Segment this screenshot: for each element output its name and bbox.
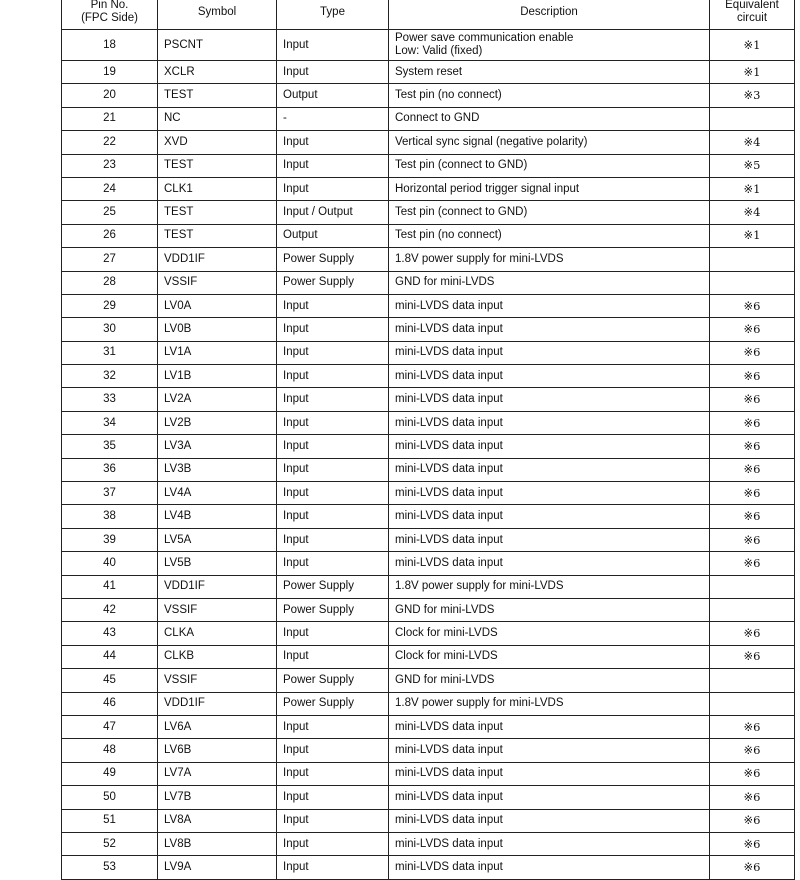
type-cell: Input	[277, 458, 389, 481]
table-row	[62, 786, 795, 809]
table-row	[62, 201, 795, 224]
symbol-cell: VSSIF	[158, 271, 277, 294]
header-circuit-line1: Equivalent	[725, 0, 779, 11]
equivalent-circuit-cell: ※1	[710, 61, 795, 84]
symbol-cell: LV2B	[158, 411, 277, 434]
description-cell: mini-LVDS data input	[389, 856, 710, 879]
description-cell: Test pin (connect to GND)	[389, 201, 710, 224]
symbol-cell: LV1A	[158, 341, 277, 364]
type-cell: Input	[277, 505, 389, 528]
description-cell: mini-LVDS data input	[389, 505, 710, 528]
type-cell: Power Supply	[277, 598, 389, 621]
header-pin-no-line2: (FPC Side)	[81, 12, 138, 24]
symbol-cell: VSSIF	[158, 669, 277, 692]
header-pin-no	[62, 0, 158, 30]
symbol-cell: CLKB	[158, 645, 277, 668]
pin-cell: 34	[62, 411, 158, 434]
description-cell: mini-LVDS data input	[389, 762, 710, 785]
pin-cell: 39	[62, 528, 158, 551]
symbol-cell: LV8B	[158, 832, 277, 855]
description-cell: mini-LVDS data input	[389, 435, 710, 458]
description-cell: Test pin (connect to GND)	[389, 154, 710, 177]
equivalent-circuit-cell: ※6	[710, 528, 795, 551]
pin-cell: 43	[62, 622, 158, 645]
description-cell: Test pin (no connect)	[389, 84, 710, 107]
description-cell: System reset	[389, 61, 710, 84]
pin-cell: 19	[62, 61, 158, 84]
type-cell: Input	[277, 177, 389, 200]
equivalent-circuit-cell: ※6	[710, 435, 795, 458]
equivalent-circuit-cell: ※6	[710, 856, 795, 879]
pin-cell: 25	[62, 201, 158, 224]
symbol-cell: LV7B	[158, 786, 277, 809]
pin-cell: 52	[62, 832, 158, 855]
description-cell: 1.8V power supply for mini-LVDS	[389, 248, 710, 271]
pin-table-body	[62, 30, 795, 880]
equivalent-circuit-cell: ※1	[710, 30, 795, 61]
symbol-cell: LV6B	[158, 739, 277, 762]
type-cell: Input	[277, 341, 389, 364]
type-cell: Power Supply	[277, 669, 389, 692]
table-row	[62, 411, 795, 434]
type-cell: Input	[277, 645, 389, 668]
equivalent-circuit-cell: ※4	[710, 131, 795, 154]
symbol-cell: VDD1IF	[158, 575, 277, 598]
description-cell: mini-LVDS data input	[389, 341, 710, 364]
description-cell: Test pin (no connect)	[389, 224, 710, 247]
pin-cell: 45	[62, 669, 158, 692]
description-cell: mini-LVDS data input	[389, 294, 710, 317]
table-row	[62, 84, 795, 107]
table-row	[62, 645, 795, 668]
symbol-cell: TEST	[158, 154, 277, 177]
equivalent-circuit-cell: ※6	[710, 365, 795, 388]
pin-cell: 22	[62, 131, 158, 154]
symbol-cell: CLKA	[158, 622, 277, 645]
description-cell	[389, 30, 710, 61]
equivalent-circuit-cell: ※5	[710, 154, 795, 177]
equivalent-circuit-cell: ※6	[710, 411, 795, 434]
equivalent-circuit-cell: ※6	[710, 318, 795, 341]
symbol-cell: LV4A	[158, 482, 277, 505]
equivalent-circuit-cell: ※3	[710, 84, 795, 107]
header-pin-no-line1: Pin No.	[90, 0, 129, 11]
description-line: Low: Valid (fixed)	[395, 45, 483, 57]
table-row	[62, 458, 795, 481]
pin-cell: 36	[62, 458, 158, 481]
description-cell: mini-LVDS data input	[389, 715, 710, 738]
table-row	[62, 552, 795, 575]
symbol-cell: LV6A	[158, 715, 277, 738]
table-row	[62, 388, 795, 411]
pin-cell: 46	[62, 692, 158, 715]
table-row	[62, 61, 795, 84]
symbol-cell: LV4B	[158, 505, 277, 528]
pin-cell: 48	[62, 739, 158, 762]
type-cell: Input	[277, 482, 389, 505]
equivalent-circuit-cell	[710, 575, 795, 598]
symbol-cell: LV9A	[158, 856, 277, 879]
symbol-cell: LV1B	[158, 365, 277, 388]
pin-cell: 21	[62, 107, 158, 130]
description-cell: 1.8V power supply for mini-LVDS	[389, 692, 710, 715]
equivalent-circuit-cell: ※6	[710, 505, 795, 528]
table-row	[62, 622, 795, 645]
type-cell: Input	[277, 435, 389, 458]
type-cell: Input	[277, 318, 389, 341]
pin-table	[61, 0, 795, 880]
description-cell: mini-LVDS data input	[389, 318, 710, 341]
table-row	[62, 528, 795, 551]
type-cell: Input	[277, 552, 389, 575]
symbol-cell: TEST	[158, 84, 277, 107]
type-cell: Input	[277, 856, 389, 879]
type-cell: Input	[277, 154, 389, 177]
equivalent-circuit-cell	[710, 107, 795, 130]
equivalent-circuit-cell	[710, 669, 795, 692]
table-row	[62, 598, 795, 621]
table-row	[62, 365, 795, 388]
table-row	[62, 715, 795, 738]
type-cell: Input	[277, 411, 389, 434]
description-cell: Connect to GND	[389, 107, 710, 130]
description-cell: GND for mini-LVDS	[389, 669, 710, 692]
header-type: Type	[277, 0, 389, 30]
description-cell: GND for mini-LVDS	[389, 271, 710, 294]
pin-cell: 42	[62, 598, 158, 621]
type-cell: Power Supply	[277, 692, 389, 715]
type-cell: Input	[277, 786, 389, 809]
table-row	[62, 271, 795, 294]
table-row	[62, 832, 795, 855]
symbol-cell: LV7A	[158, 762, 277, 785]
type-cell: -	[277, 107, 389, 130]
pin-cell: 44	[62, 645, 158, 668]
type-cell: Input	[277, 739, 389, 762]
symbol-cell: VDD1IF	[158, 692, 277, 715]
description-cell: 1.8V power supply for mini-LVDS	[389, 575, 710, 598]
table-row	[62, 131, 795, 154]
table-row	[62, 762, 795, 785]
type-cell: Input	[277, 762, 389, 785]
table-row	[62, 482, 795, 505]
pin-cell: 23	[62, 154, 158, 177]
equivalent-circuit-cell: ※6	[710, 622, 795, 645]
table-row	[62, 575, 795, 598]
type-cell: Power Supply	[277, 248, 389, 271]
equivalent-circuit-cell: ※6	[710, 482, 795, 505]
symbol-cell: LV0A	[158, 294, 277, 317]
table-row	[62, 224, 795, 247]
pin-cell: 27	[62, 248, 158, 271]
description-cell: Clock for mini-LVDS	[389, 645, 710, 668]
equivalent-circuit-cell	[710, 692, 795, 715]
symbol-cell: PSCNT	[158, 30, 277, 61]
table-row	[62, 177, 795, 200]
table-row	[62, 154, 795, 177]
description-cell: mini-LVDS data input	[389, 832, 710, 855]
table-row	[62, 107, 795, 130]
pin-cell: 53	[62, 856, 158, 879]
symbol-cell: LV5A	[158, 528, 277, 551]
pin-cell: 49	[62, 762, 158, 785]
equivalent-circuit-cell: ※6	[710, 809, 795, 832]
table-row	[62, 692, 795, 715]
type-cell: Input	[277, 832, 389, 855]
pin-cell: 37	[62, 482, 158, 505]
description-cell: Vertical sync signal (negative polarity)	[389, 131, 710, 154]
table-row	[62, 294, 795, 317]
type-cell: Power Supply	[277, 271, 389, 294]
description-cell: mini-LVDS data input	[389, 809, 710, 832]
pin-cell: 32	[62, 365, 158, 388]
pin-cell: 47	[62, 715, 158, 738]
symbol-cell: LV2A	[158, 388, 277, 411]
pin-cell: 30	[62, 318, 158, 341]
type-cell: Input / Output	[277, 201, 389, 224]
pin-cell: 35	[62, 435, 158, 458]
description-cell: mini-LVDS data input	[389, 411, 710, 434]
equivalent-circuit-cell: ※6	[710, 832, 795, 855]
pin-cell: 24	[62, 177, 158, 200]
equivalent-circuit-cell	[710, 598, 795, 621]
symbol-cell: LV3A	[158, 435, 277, 458]
type-cell: Input	[277, 528, 389, 551]
equivalent-circuit-cell	[710, 248, 795, 271]
pin-cell: 38	[62, 505, 158, 528]
description-cell: mini-LVDS data input	[389, 388, 710, 411]
equivalent-circuit-cell: ※6	[710, 762, 795, 785]
symbol-cell: XVD	[158, 131, 277, 154]
table-row	[62, 318, 795, 341]
type-cell: Input	[277, 61, 389, 84]
type-cell: Input	[277, 131, 389, 154]
description-cell: mini-LVDS data input	[389, 365, 710, 388]
header-equivalent-circuit	[710, 0, 795, 30]
table-row	[62, 30, 795, 61]
symbol-cell: CLK1	[158, 177, 277, 200]
pin-cell: 26	[62, 224, 158, 247]
equivalent-circuit-cell: ※6	[710, 786, 795, 809]
table-row	[62, 435, 795, 458]
pin-cell: 20	[62, 84, 158, 107]
symbol-cell: LV3B	[158, 458, 277, 481]
description-line: Power save communication enable	[395, 32, 574, 44]
pin-cell: 50	[62, 786, 158, 809]
pin-cell: 33	[62, 388, 158, 411]
type-cell: Output	[277, 224, 389, 247]
pin-cell: 40	[62, 552, 158, 575]
description-cell: Horizontal period trigger signal input	[389, 177, 710, 200]
symbol-cell: XCLR	[158, 61, 277, 84]
table-row	[62, 669, 795, 692]
symbol-cell: VSSIF	[158, 598, 277, 621]
table-row	[62, 739, 795, 762]
equivalent-circuit-cell: ※6	[710, 715, 795, 738]
equivalent-circuit-cell: ※6	[710, 341, 795, 364]
symbol-cell: LV5B	[158, 552, 277, 575]
type-cell: Input	[277, 622, 389, 645]
type-cell: Input	[277, 388, 389, 411]
equivalent-circuit-cell: ※6	[710, 458, 795, 481]
table-row	[62, 856, 795, 879]
symbol-cell: TEST	[158, 224, 277, 247]
description-cell: mini-LVDS data input	[389, 786, 710, 809]
table-header-row	[62, 0, 795, 30]
pin-cell: 18	[62, 30, 158, 61]
symbol-cell: VDD1IF	[158, 248, 277, 271]
pin-cell: 31	[62, 341, 158, 364]
equivalent-circuit-cell: ※6	[710, 739, 795, 762]
description-cell: GND for mini-LVDS	[389, 598, 710, 621]
table-row	[62, 809, 795, 832]
pin-cell: 29	[62, 294, 158, 317]
description-cell: Clock for mini-LVDS	[389, 622, 710, 645]
type-cell: Input	[277, 715, 389, 738]
header-description: Description	[389, 0, 710, 30]
pin-cell: 51	[62, 809, 158, 832]
description-cell: mini-LVDS data input	[389, 552, 710, 575]
pin-cell: 41	[62, 575, 158, 598]
header-circuit-line2: circuit	[736, 12, 768, 24]
table-row	[62, 341, 795, 364]
equivalent-circuit-cell: ※1	[710, 177, 795, 200]
symbol-cell: LV8A	[158, 809, 277, 832]
equivalent-circuit-cell: ※6	[710, 552, 795, 575]
type-cell: Input	[277, 809, 389, 832]
header-symbol: Symbol	[158, 0, 277, 30]
pin-cell: 28	[62, 271, 158, 294]
equivalent-circuit-cell: ※1	[710, 224, 795, 247]
equivalent-circuit-cell: ※4	[710, 201, 795, 224]
description-cell: mini-LVDS data input	[389, 739, 710, 762]
type-cell: Input	[277, 294, 389, 317]
symbol-cell: NC	[158, 107, 277, 130]
type-cell: Output	[277, 84, 389, 107]
equivalent-circuit-cell: ※6	[710, 388, 795, 411]
symbol-cell: LV0B	[158, 318, 277, 341]
description-cell: mini-LVDS data input	[389, 528, 710, 551]
table-row	[62, 248, 795, 271]
symbol-cell: TEST	[158, 201, 277, 224]
equivalent-circuit-cell: ※6	[710, 294, 795, 317]
equivalent-circuit-cell: ※6	[710, 645, 795, 668]
type-cell: Input	[277, 365, 389, 388]
type-cell: Power Supply	[277, 575, 389, 598]
type-cell: Input	[277, 30, 389, 61]
equivalent-circuit-cell	[710, 271, 795, 294]
description-cell: mini-LVDS data input	[389, 482, 710, 505]
description-cell: mini-LVDS data input	[389, 458, 710, 481]
table-row	[62, 505, 795, 528]
